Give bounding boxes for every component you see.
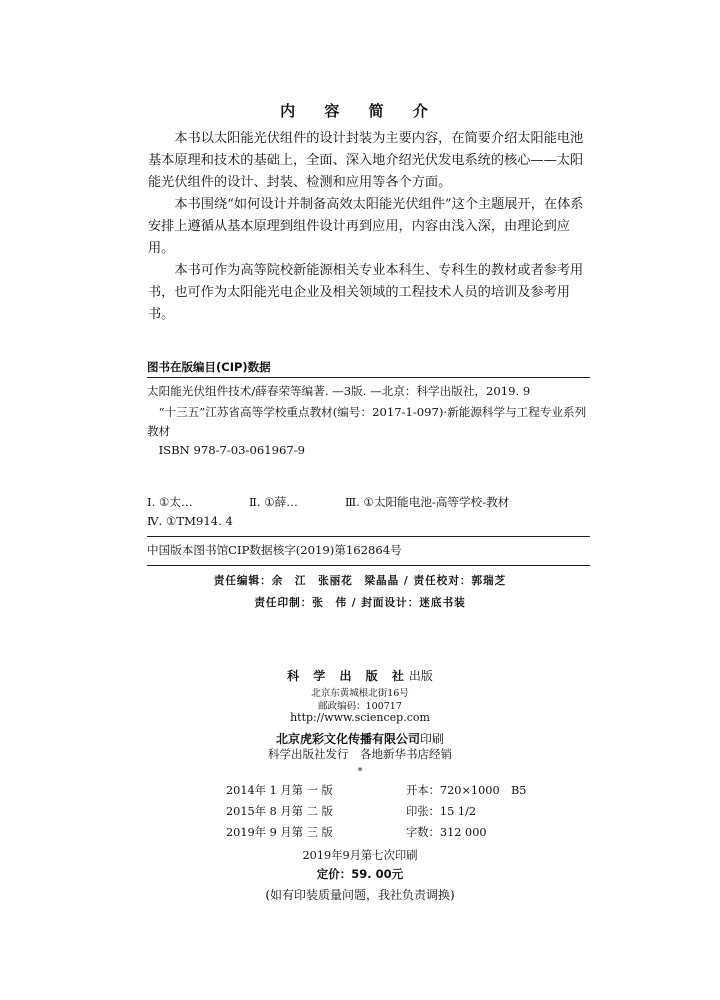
publisher-postcode: 邮政编码：100717 — [318, 701, 402, 712]
edition-date: 2019年 9 月第 三 版 — [226, 826, 333, 839]
cip-class-4: Ⅳ. ①TM914. 4 — [147, 514, 233, 528]
cip-heading: 图书在版编目(CIP)数据 — [147, 360, 271, 374]
distribution-line: 科学出版社发行 各地新华书店经销 — [268, 747, 452, 761]
cip-entry-series: “十三五”江苏省高等学校重点教材(编号：2017-1-097)·新能源科学与工程专业系列教材 — [147, 405, 587, 438]
cip-class-3: Ⅲ. ①太阳能电池-高等学校-教材 — [345, 495, 510, 509]
cip-entry — [147, 382, 590, 460]
quality-note: (如有印装质量问题，我社负责调换) — [265, 888, 455, 902]
cip-isbn: ISBN 978-7-03-061967-9 — [158, 443, 306, 457]
cip-top-rule — [147, 377, 590, 378]
publisher-suffix: 出版 — [408, 669, 433, 683]
price-line: 定价：59. 00元 — [316, 867, 404, 881]
cip-bottom-rule — [147, 565, 590, 566]
publisher-address: 北京东黄城根北街16号 — [311, 688, 409, 699]
printer-name: 北京虎彩文化传播有限公司 — [275, 732, 420, 746]
intro-paragraph: 本书以太阳能光伏组件的设计封装为主要内容，在简要介绍太阳能电池基本原理和技术的基础上，全面、深入地介绍光伏发电系统的核心——太阳能光伏组件的设计、封装、检测和应用等各个方面。 — [148, 131, 584, 190]
edition-date: 2015年 8 月第 二 版 — [226, 805, 333, 818]
edition-spec: 字数：312 000 — [406, 826, 487, 839]
edition-date: 2014年 1 月第 一 版 — [226, 784, 333, 797]
intro-title: 内 容 简 介 — [280, 102, 440, 120]
edition-row — [226, 782, 526, 803]
intro-paragraph: 本书可作为高等院校新能源相关专业本科生、专科生的教材或者参考用书，也可作为太阳能光电企业及相关领域的工程技术人员的培训及参考用书。 — [148, 263, 584, 322]
separator-star: * — [357, 766, 363, 777]
edition-spec: 印张：15 1/2 — [406, 805, 477, 818]
cip-class-1: Ⅰ. ①太… — [147, 495, 193, 509]
intro-paragraph: 本书围绕“如何设计并制备高效太阳能光伏组件”这个主题展开，在体系安排上遵循从基本原理到组件设计再到应用，内容由浅入深，由理论到应用。 — [148, 197, 584, 256]
edition-row — [226, 803, 526, 824]
cip-entry-main: 太阳能光伏组件技术/薛春荣等编著. —3版. —北京：科学出版社，2019. 9 — [147, 384, 531, 398]
cip-classification — [147, 494, 590, 510]
printer-line — [0, 728, 720, 747]
credits-line-2: 责任印制：张 伟 / 封面设计：迷底书装 — [254, 597, 466, 609]
printing-line: 2019年9月第七次印刷 — [302, 849, 418, 862]
cip-number: 中国版本图书馆CIP数据核字(2019)第162864号 — [147, 543, 402, 557]
edition-row — [226, 824, 526, 845]
cip-class-2: Ⅱ. ①薛… — [249, 495, 298, 509]
printer-suffix: 印刷 — [420, 732, 445, 746]
publisher-url: http://www.sciencep.com — [290, 711, 430, 724]
cip-mid-rule — [147, 536, 590, 537]
edition-spec: 开本：720×1000 B5 — [406, 784, 527, 797]
publisher-name: 科 学 出 版 社 — [287, 669, 409, 683]
edition-table — [226, 782, 526, 845]
intro-body — [148, 128, 588, 326]
publisher-line — [0, 667, 720, 684]
credits-line-1: 责任编辑：余 江 张丽花 梁晶晶 / 责任校对：郭瑞芝 — [213, 575, 507, 587]
